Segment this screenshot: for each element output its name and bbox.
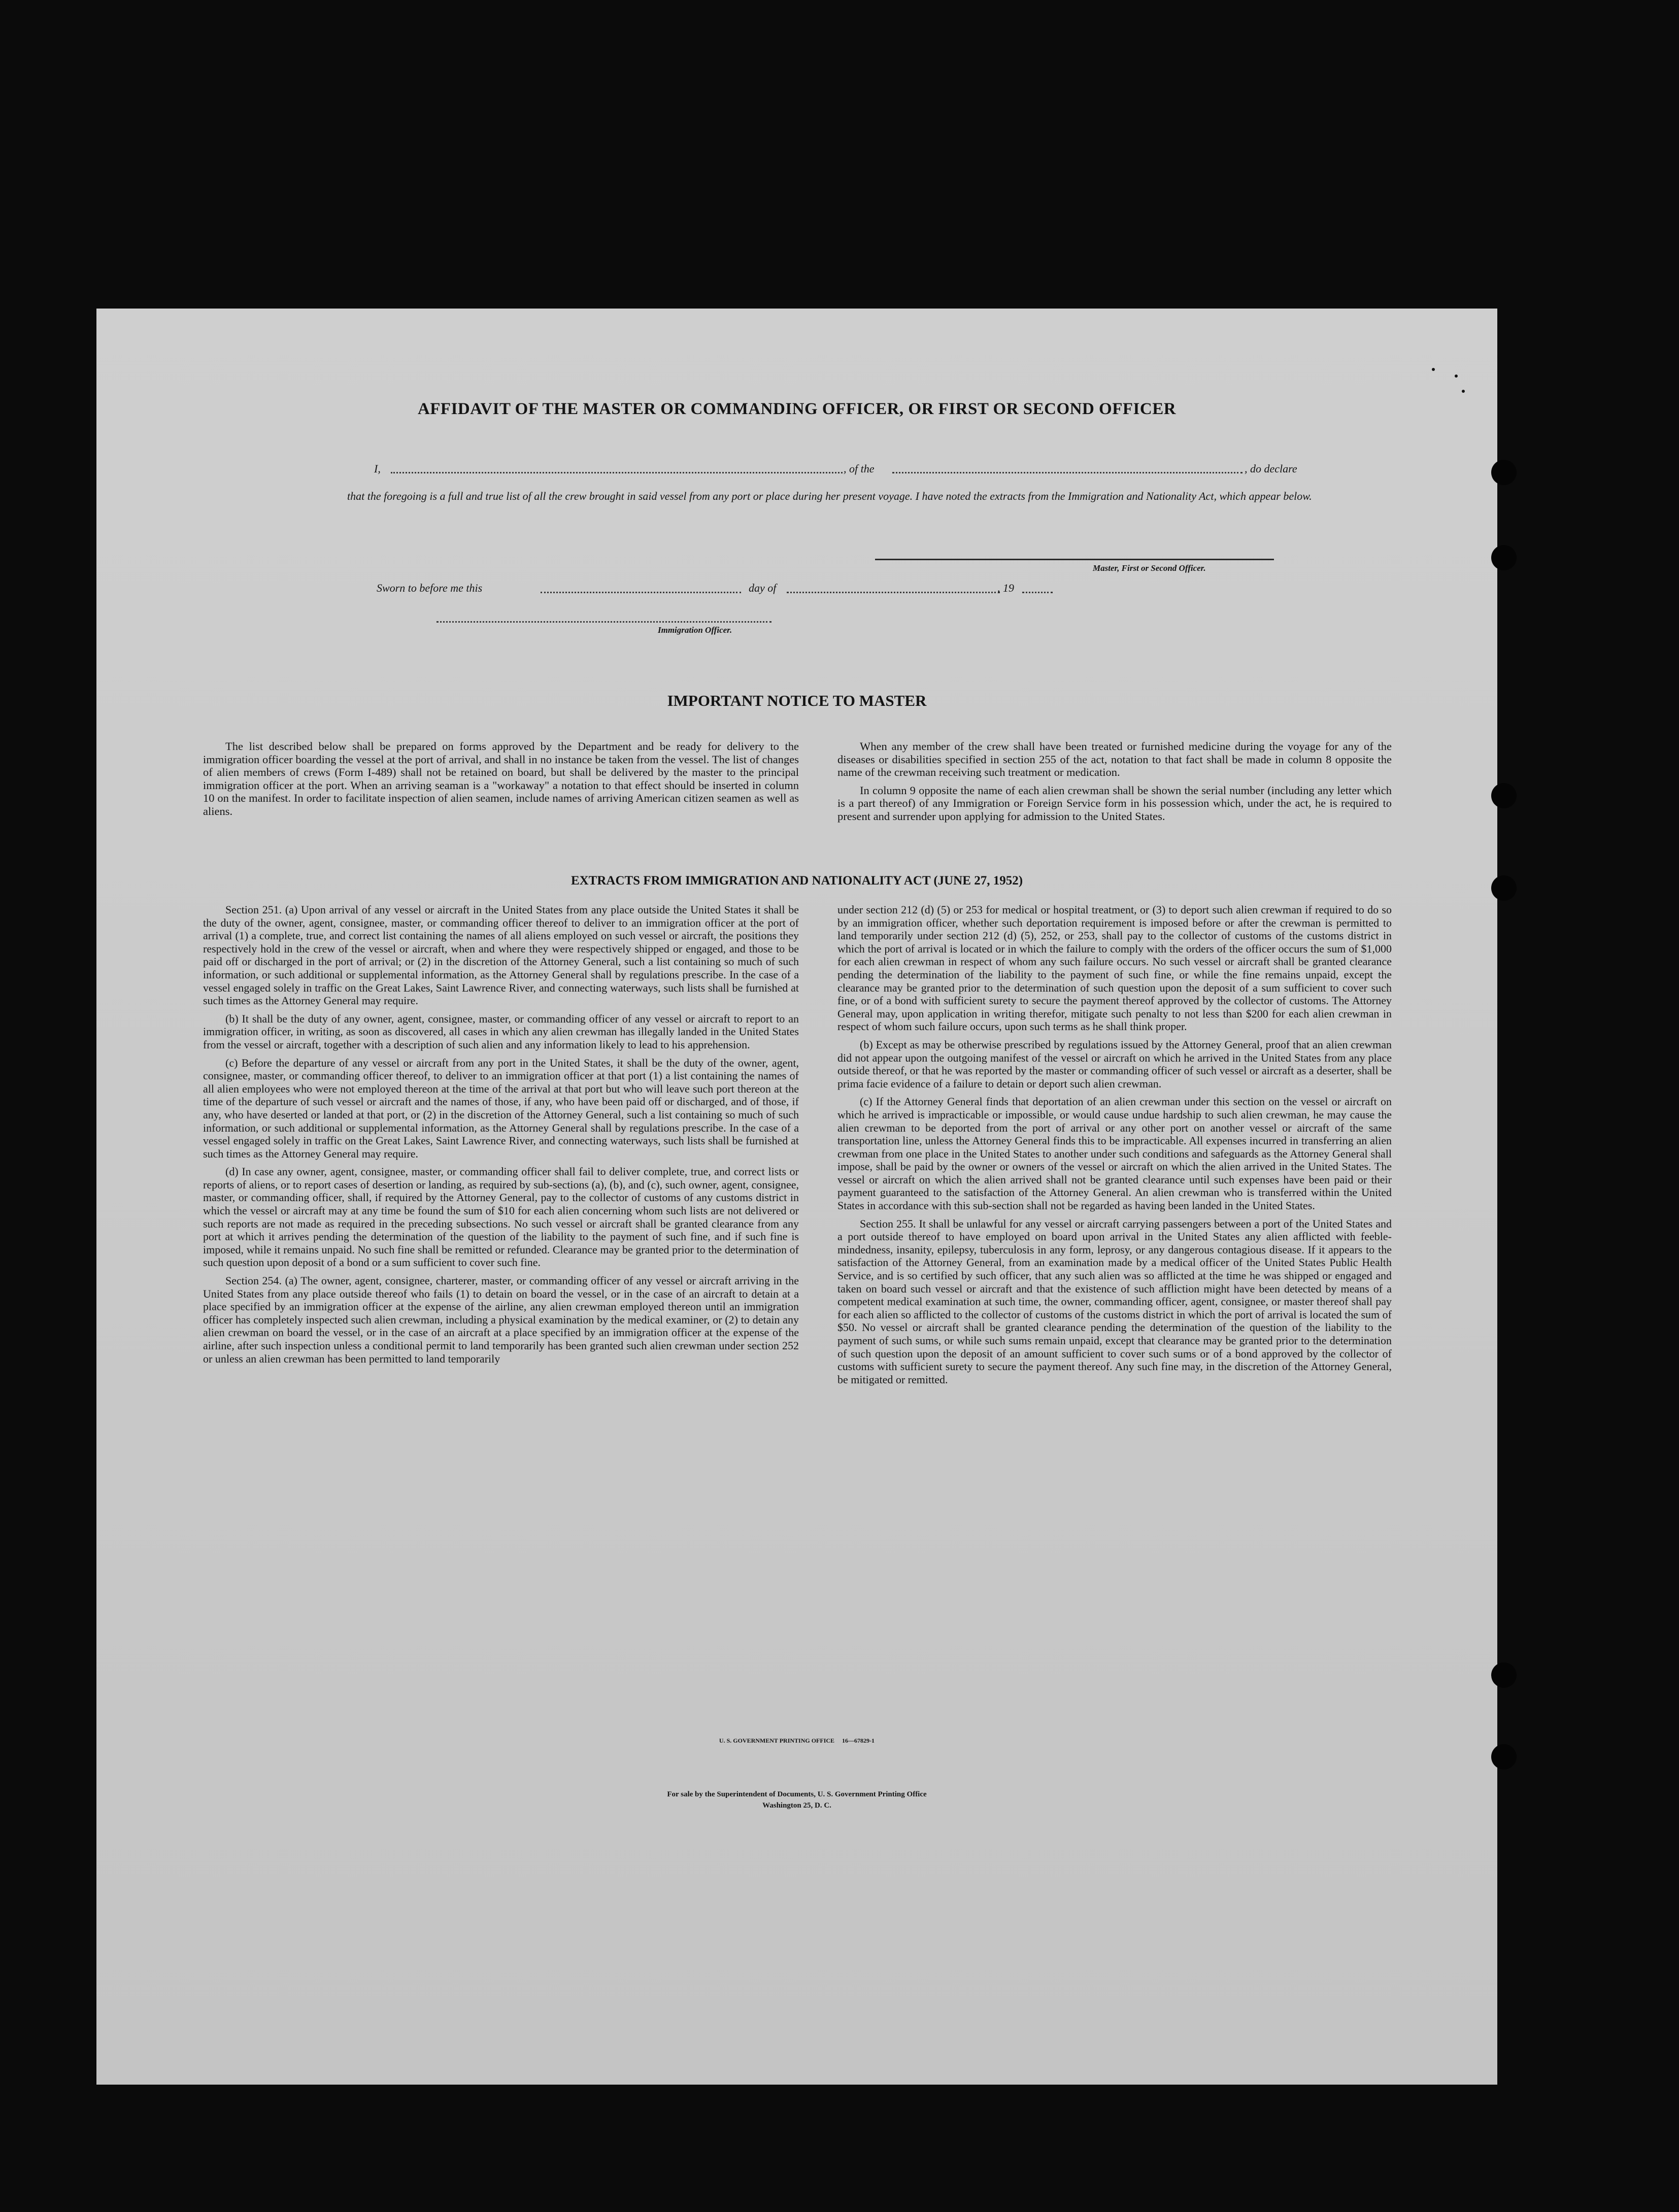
- officer-signature-line[interactable]: [436, 621, 771, 623]
- notice-left-column: [203, 740, 799, 818]
- punch-hole: [1491, 545, 1517, 570]
- punch-hole: [1491, 1744, 1517, 1769]
- extract-paragraph: (c) Before the departure of any vessel or aircraft from any port in the United States, it shall be the duty of the owner, agent, consignee, master, or commanding officer thereof, to deliver to an immigration officer at that port (1) a list containing the names of all alien employees who were not employed thereon at the time of the arrival at that port but who will leave such port thereon at the time of the departure of such vessel or aircraft and the names of those, if any, who have been paid off or discharged, and of those, if any, who have deserted or landed at that port, or (2) in the discretion of the Attorney General, such a list containing so much of such information, or such additional or supplemental information, as the Attorney General shall by regulations prescribe. In the case of a vessel engaged solely in traffic on the Great Lakes, Saint Lawrence River, and connecting waterways, such lists shall be furnished at such times as the Attorney General may require.: [203, 1056, 799, 1160]
- speck: [1462, 390, 1465, 393]
- punch-hole: [1491, 875, 1517, 901]
- printing-office-code: U. S. GOVERNMENT PRINTING OFFICE 16—67829-1: [719, 1737, 875, 1744]
- extracts-title: EXTRACTS FROM IMMIGRATION AND NATIONALITY ACT (JUNE 27, 1952): [570, 874, 1023, 888]
- notice-paragraph: In column 9 opposite the name of each alien crewman shall be shown the serial number (including any letter which is a part thereof) of any Immigration or Foreign Service form in his possession which, under the act, he is required to present and surrender upon applying for admission to the United States.: [837, 784, 1392, 823]
- extract-paragraph: under section 212 (d) (5) or 253 for medical or hospital treatment, or (3) to deport such alien crewman if required to do so by an immigration officer, whether such deportation requirement is imposed before or after the crewman is permitted to land temporarily under section 212 (d) (5), 252, or 253, shall pay to the collector of customs of the customs district in which the port of arrival is located or in which the failure to comply with the orders of the officer occurs the sum of $1,000 for each alien crewman in respect of whom any such failure occurs. No such vessel or aircraft shall be granted clearance pending the determination of the liability to the payment of such fine, or while the fine remains unpaid, except the clearance may be granted prior to the determination of such question upon the deposit of a sum sufficient to cover such fine, or of a bond with sufficient surety to secure the payment thereof approved by the collector of customs. The Attorney General may, upon application in writing therefor, mitigate such penalty to not less than $200 for each alien crewman in respect of whom such failure occurs, upon such terms as he shall think proper.: [837, 903, 1392, 1033]
- extracts-left-column: [203, 903, 799, 1365]
- officer-signature-caption: Immigration Officer.: [658, 625, 732, 635]
- sworn-label: Sworn to before me this: [377, 582, 483, 594]
- of-the-label: , of the: [844, 462, 875, 475]
- sale-line-1: For sale by the Superintendent of Documents, U. S. Government Printing Office: [667, 1790, 927, 1798]
- notice-paragraph: The list described below shall be prepared on forms approved by the Department and be ready for delivery to the immigration officer boarding the vessel at the port of arrival, and shall in no instance be taken from the vessel. The list of changes of alien members of crews (Form I-489) shall not be retained on board, but shall be delivered by the master to the principal immigration officer at the port. When an arriving seaman is a "workaway" a notation to that effect should be inserted in column 10 on the manifest. In order to facilitate inspection of alien seamen, include names of arriving American citizen seamen as well as aliens.: [203, 740, 799, 818]
- extracts-right-column: [837, 903, 1392, 1386]
- declaration-text: that the foregoing is a full and true list of all the crew brought in said vessel from any port or place during her present voyage. I have noted the extracts from the Immigration and Nationality Act, which appear below.: [347, 490, 1312, 502]
- extract-paragraph: (d) In case any owner, agent, consignee, master, or commanding officer shall fail to deliver complete, true, and correct lists or reports of aliens, or to report cases of desertion or landing, as required by sub-sections (a), (b), and (c), such owner, agent, consignee, master, or commanding officer, shall, if required by the Attorney General, pay to the collector of customs of any customs district in which the vessel or aircraft may at any time be found the sum of $10 for each alien concerning whom such lists are not delivered or such reports are not made as required in the preceding subsections. No such vessel or aircraft shall be granted clearance from any port at which it arrives pending the determination of the question of the liability to the payment of such fine, and if such fine is imposed, while it remains unpaid. No such fine shall be remitted or refunded. Clearance may be granted prior to the determination of such question upon deposit of a bond or a sum sufficient to cover such fine.: [203, 1165, 799, 1269]
- punch-hole: [1491, 460, 1517, 485]
- year-label: , 19: [997, 582, 1014, 594]
- sale-line-2: Washington 25, D. C.: [762, 1801, 831, 1810]
- day-of-label: day of: [749, 582, 777, 594]
- punch-hole: [1491, 1662, 1517, 1688]
- extract-paragraph: (b) It shall be the duty of any owner, agent, consignee, master, or commanding officer of any vessel or aircraft to report to an immigration officer, in writing, as soon as discovered, all cases in which any alien crewman has illegally landed in the United States from the vessel or aircraft, together with a description of such alien and any information likely to lead to his apprehension.: [203, 1012, 799, 1051]
- form-page: [96, 309, 1497, 2085]
- extract-paragraph: Section 251. (a) Upon arrival of any vessel or aircraft in the United States from any place outside the United States it shall be the duty of the owner, agent, consignee, master, or commanding officer thereof to deliver to an immigration officer at the port of arrival (1) a complete, true, and correct list containing the names of all aliens employed on such vessel or aircraft, the positions they respectively hold in the crew of the vessel or aircraft, when and where they were respectively shipped or engaged, and those to be paid off or discharged in the port of arrival; or (2) in the discretion of the Attorney General, such a list containing so much of such information, or such additional or supplemental information, as the Attorney General shall by regulations prescribe. In the case of a vessel engaged solely in traffic on the Great Lakes, Saint Lawrence River, and connecting waterways, such lists shall be furnished at such times as the Attorney General may require.: [203, 903, 799, 1007]
- master-signature-caption: Master, First or Second Officer.: [1093, 563, 1206, 573]
- extract-paragraph: (c) If the Attorney General finds that deportation of an alien crewman under this section on the vessel or aircraft on which he arrived is impracticable or impossible, or would cause undue hardship to such alien crewman, he may cause the alien crewman to be deported from the port of arrival or any other port on another vessel or aircraft of the same transportation line, unless the Attorney General finds this to be impracticable. All expenses incurred in transferring an alien crewman from one place in the United States to another under such conditions and safeguards as the Attorney General shall impose, shall be paid by the owner or owners of the vessel or aircraft on which the alien arrived in the United States. The vessel or aircraft on which the alien arrived shall not be granted clearance until such expenses have been paid or their payment guaranteed to the satisfaction of the Attorney General. An alien crewman who is transferred within the United States in accordance with this sub-section shall not be regarded as having been landed in the United States.: [837, 1095, 1392, 1212]
- extract-paragraph: (b) Except as may be otherwise prescribed by regulations issued by the Attorney General, proof that an alien crewman did not appear upon the outgoing manifest of the vessel or aircraft on which he arrived in the United States from any place outside thereof, or that he was reported by the master or commanding officer of such vessel or aircraft as a deserter, shall be prima facie evidence of a failure to detain or deport such alien crewman.: [837, 1038, 1392, 1090]
- affidavit-title: AFFIDAVIT OF THE MASTER OR COMMANDING OFFICER, OR FIRST OR SECOND OFFICER: [417, 400, 1177, 418]
- sworn-month-line[interactable]: [787, 592, 1000, 593]
- sworn-year-line[interactable]: [1022, 592, 1053, 593]
- notice-paragraph: When any member of the crew shall have been treated or furnished medicine during the voyage for any of the diseases or disabilities specified in section 255 of the act, notation to that fact shall be made in column 8 opposite the name of the crewman receiving such treatment or medication.: [837, 740, 1392, 779]
- extract-paragraph: Section 254. (a) The owner, agent, consignee, charterer, master, or commanding officer of any vessel or aircraft arriving in the United States from any place outside thereof who fails (1) to detain on board the vessel, or in the case of an aircraft to detain at a place specified by an immigration officer at the expense of the airline, any alien crewman employed thereon until an immigration officer has completely inspected such alien crewman, including a physical examination by the medical examiner, or (2) to detain any alien crewman on board the vessel, or in the case of an aircraft at a place specified by an immigration officer at the expense of the airline, after such inspection unless a conditional permit to land temporarily has been granted such alien crewman under section 252 or unless an alien crewman has been permitted to land temporarily: [203, 1274, 799, 1365]
- do-declare-label: , do declare: [1245, 462, 1297, 475]
- speck: [1432, 368, 1435, 371]
- punch-hole: [1491, 783, 1517, 808]
- vessel-line[interactable]: [892, 472, 1243, 473]
- extract-paragraph: Section 255. It shall be unlawful for any vessel or aircraft carrying passengers between a port of the United States and a port outside thereof to have employed on board upon arrival in the United States any alien afflicted with feeble-mindedness, insanity, epilepsy, tuberculosis in any form, leprosy, or any dangerous contagious disease. If it appears to the satisfaction of the Attorney General, from an examination made by a medical officer of the United States Public Health Service, and is so certified by such officer, that any such alien was so afflicted at the time he was shipped or engaged and taken on board such vessel or aircraft and that the existence of such affliction might have been detected by means of a competent medical examination at such time, the owner, commanding officer, agent, consignee, or master thereof shall pay for each alien so afflicted to the collector of customs of the customs district in which the port of arrival is located the sum of $50. No vessel or aircraft shall be granted clearance pending the determination of the question of the liability to the payment of such sums, or while such sums remain unpaid, except that clearance may be granted prior to the determination of such question upon the deposit of an amount sufficient to cover such sums or of a bond approved by the collector of customs with sufficient surety to secure the payment thereof. Any such fine may, in the discretion of the Attorney General, be mitigated or remitted.: [837, 1217, 1392, 1386]
- speck: [1455, 375, 1458, 378]
- master-signature-line[interactable]: [875, 559, 1274, 560]
- sworn-day-line[interactable]: [541, 592, 741, 593]
- name-line[interactable]: [391, 472, 843, 473]
- i-label: I,: [374, 462, 381, 475]
- notice-title: IMPORTANT NOTICE TO MASTER: [667, 692, 927, 709]
- notice-right-column: [837, 740, 1392, 823]
